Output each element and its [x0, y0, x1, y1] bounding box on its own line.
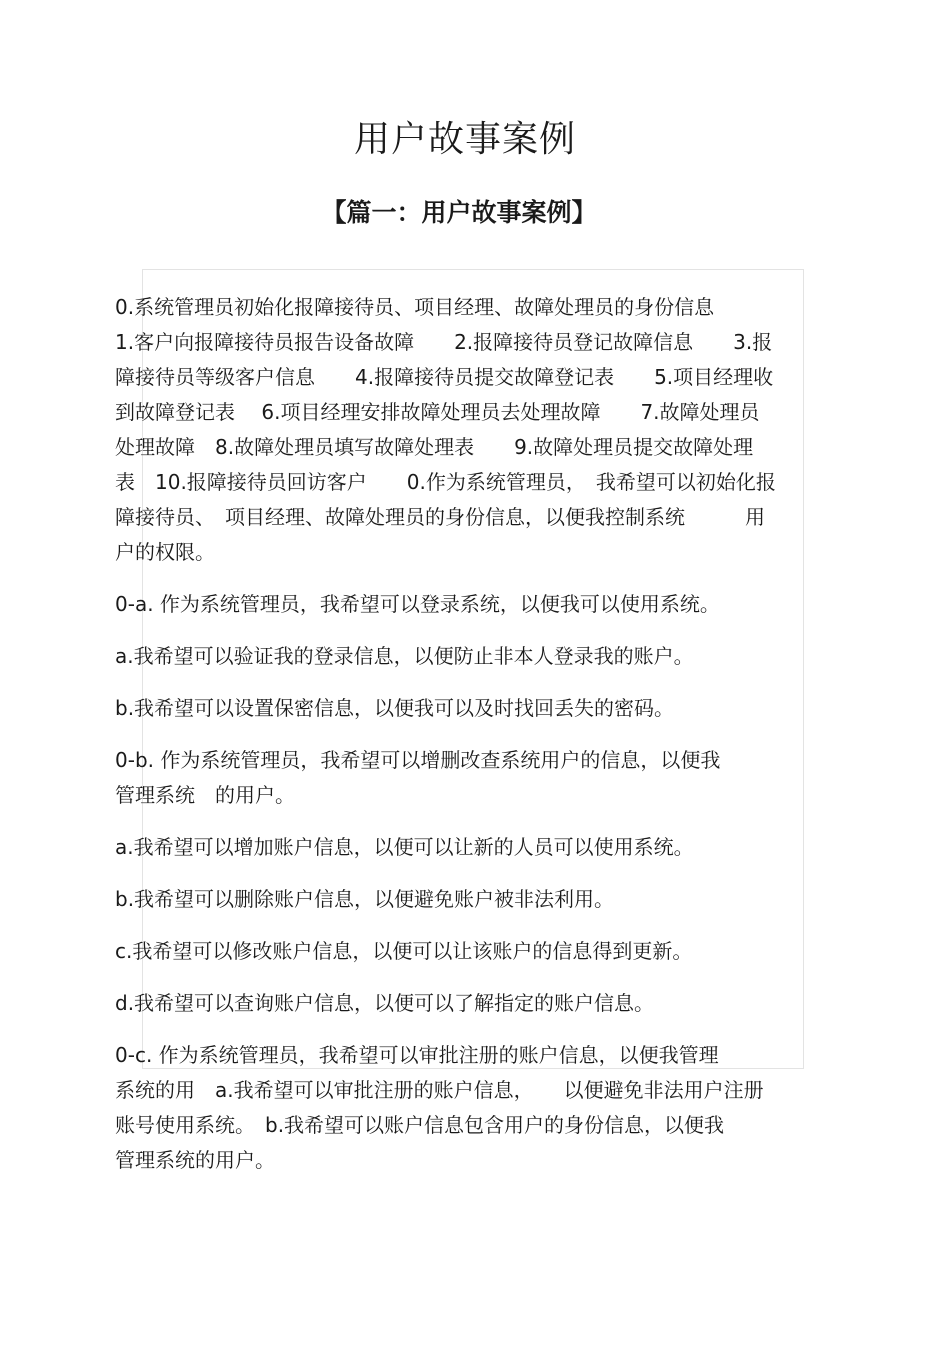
- text-line: 系统的用 a.我希望可以审批注册的账户信息， 以便避免非法用户注册: [115, 1078, 764, 1102]
- text-line: 0-b. 作为系统管理员，我希望可以增删改查系统用户的信息，以便我: [115, 748, 721, 772]
- story-0b-item-a: a.我希望可以增加账户信息，以便可以让新的人员可以使用系统。: [115, 835, 694, 859]
- document-title: 用户故事案例: [353, 119, 576, 160]
- text-line: 0-c. 作为系统管理员，我希望可以审批注册的账户信息，以便我管理: [115, 1043, 719, 1067]
- text-line: 处理故障 8.故障处理员填写故障处理表 9.故障处理员提交故障处理: [115, 435, 754, 459]
- story-0a-item-b: b.我希望可以设置保密信息，以便我可以及时找回丢失的密码。: [115, 696, 675, 720]
- text-line: 1.客户向报障接待员报告设备故障 2.报障接待员登记故障信息 3.报: [115, 330, 773, 354]
- text-line: 0.系统管理员初始化报障接待员、项目经理、故障处理员的身份信息: [115, 295, 715, 319]
- story-0b-item-d: d.我希望可以查询账户信息，以便可以了解指定的账户信息。: [115, 991, 655, 1015]
- text-line: 账号使用系统。 b.我希望可以账户信息包含用户的身份信息，以便我: [115, 1113, 725, 1137]
- story-0b: [115, 743, 835, 813]
- text-line: 管理系统 的用户。: [115, 783, 295, 807]
- text-line: 障接待员、 项目经理、故障处理员的身份信息，以便我控制系统 用: [115, 505, 765, 529]
- story-0a-item-a: a.我希望可以验证我的登录信息，以便防止非本人登录我的账户。: [115, 644, 694, 668]
- story-0b-item-b: b.我希望可以删除账户信息，以便避免账户被非法利用。: [115, 887, 615, 911]
- text-line: 障接待员等级客户信息 4.报障接待员提交故障登记表 5.项目经理收: [115, 365, 774, 389]
- document-body: [115, 290, 835, 1178]
- text-line: 户的权限。: [115, 540, 215, 564]
- paragraph-overview: [115, 290, 835, 570]
- story-0a: 0-a. 作为系统管理员，我希望可以登录系统，以便我可以使用系统。: [115, 592, 720, 616]
- story-0b-item-c: c.我希望可以修改账户信息，以便可以让该账户的信息得到更新。: [115, 939, 693, 963]
- story-0c: [115, 1038, 835, 1178]
- text-line: 到故障登记表 6.项目经理安排故障处理员去处理故障 7.故障处理员: [115, 400, 760, 424]
- text-line: 表 10.报障接待员回访客户 0.作为系统管理员， 我希望可以初始化报: [115, 470, 776, 494]
- document-subtitle: 【篇一：用户故事案例】: [321, 198, 597, 227]
- text-line: 管理系统的用户。: [115, 1148, 275, 1172]
